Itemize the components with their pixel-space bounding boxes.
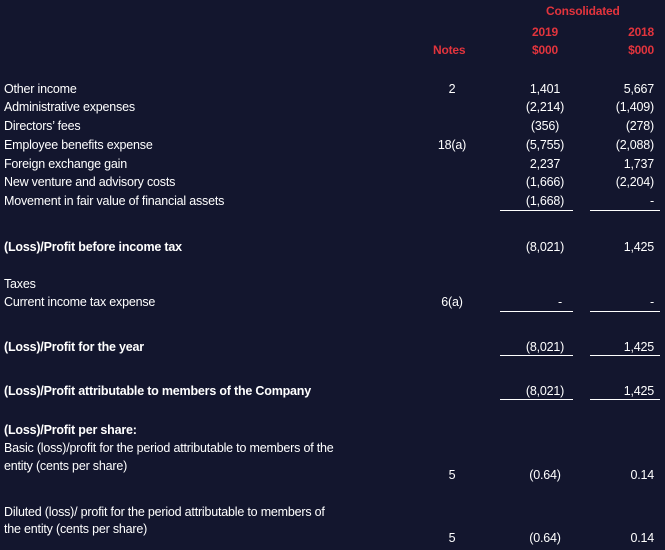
income-tax-note: 6(a) — [441, 295, 463, 309]
income-tax-2019: - — [558, 295, 562, 309]
row-label: Foreign exchange gain — [4, 157, 127, 171]
diluted-eps-label-line2: the entity (cents per share) — [4, 522, 148, 536]
row-value-2018: (278) — [625, 119, 654, 133]
tax-underline-2019 — [500, 311, 573, 312]
loss-before-tax-label: (Loss)/Profit before income tax — [4, 240, 182, 254]
row-label: Other income — [4, 82, 77, 96]
subtotal-underline-2019 — [500, 210, 573, 211]
loss-attributable-2018: 1,425 — [623, 384, 654, 398]
basic-eps-2018: 0.14 — [630, 468, 654, 482]
loss-for-year-label: (Loss)/Profit for the year — [4, 340, 144, 354]
basic-eps-label-line1: Basic (loss)/profit for the period attributable to members of the — [4, 441, 334, 455]
year-underline-2019 — [500, 355, 573, 356]
row-label: Movement in fair value of financial assets — [4, 194, 225, 208]
row-value-2019: (1,668) — [525, 194, 565, 208]
row-value-2019: (5,755) — [525, 138, 565, 152]
row-label: Administrative expenses — [4, 100, 135, 114]
loss-before-tax-2018: 1,425 — [623, 240, 654, 254]
basic-eps-note: 5 — [448, 468, 456, 482]
row-value-2019: 2,237 — [529, 157, 561, 171]
row-value-2018: (1,409) — [615, 100, 654, 114]
diluted-eps-2018: 0.14 — [630, 531, 654, 545]
row-value-2018: (2,088) — [615, 138, 654, 152]
unit-2018-header: $000 — [628, 43, 654, 57]
row-value-2018: (2,204) — [615, 175, 654, 189]
income-tax-2018: - — [650, 295, 654, 309]
loss-for-year-2019: (8,021) — [525, 340, 565, 354]
attributable-underline-2018 — [590, 399, 660, 400]
diluted-eps-label-line1: Diluted (loss)/ profit for the period attributable to members of — [4, 505, 325, 519]
diluted-eps-note: 5 — [448, 531, 456, 545]
row-note: 2 — [448, 82, 456, 96]
year-2019-header: 2019 — [532, 25, 558, 39]
notes-header: Notes — [433, 43, 466, 57]
basic-eps-2019: (0.64) — [529, 468, 561, 482]
row-label: Directors’ fees — [4, 119, 81, 133]
loss-attributable-2019: (8,021) — [525, 384, 565, 398]
income-tax-label: Current income tax expense — [4, 295, 156, 309]
year-underline-2018 — [590, 355, 660, 356]
subtotal-underline-2018 — [590, 210, 660, 211]
per-share-heading: (Loss)/Profit per share: — [4, 423, 137, 437]
basic-eps-label-line2: entity (cents per share) — [4, 459, 128, 473]
row-value-2019: 1,401 — [529, 82, 561, 96]
row-label: New venture and advisory costs — [4, 175, 176, 189]
row-value-2019: (2,214) — [525, 100, 565, 114]
year-2018-header: 2018 — [628, 25, 654, 39]
loss-attributable-label: (Loss)/Profit attributable to members of the Company — [4, 384, 311, 398]
loss-before-tax-2019: (8,021) — [525, 240, 565, 254]
row-value-2018: 1,737 — [623, 157, 654, 171]
diluted-eps-2019: (0.64) — [529, 531, 561, 545]
unit-2019-header: $000 — [532, 43, 558, 57]
tax-underline-2018 — [590, 311, 660, 312]
row-note: 18(a) — [437, 138, 467, 152]
row-label: Employee benefits expense — [4, 138, 153, 152]
consolidated-heading: Consolidated — [546, 4, 620, 18]
row-value-2018: 5,667 — [623, 82, 654, 96]
taxes-heading: Taxes — [4, 277, 36, 291]
row-value-2018: - — [650, 194, 654, 208]
attributable-underline-2019 — [500, 399, 573, 400]
row-value-2019: (1,666) — [525, 175, 565, 189]
row-value-2019: (356) — [530, 119, 560, 133]
loss-for-year-2018: 1,425 — [623, 340, 654, 354]
